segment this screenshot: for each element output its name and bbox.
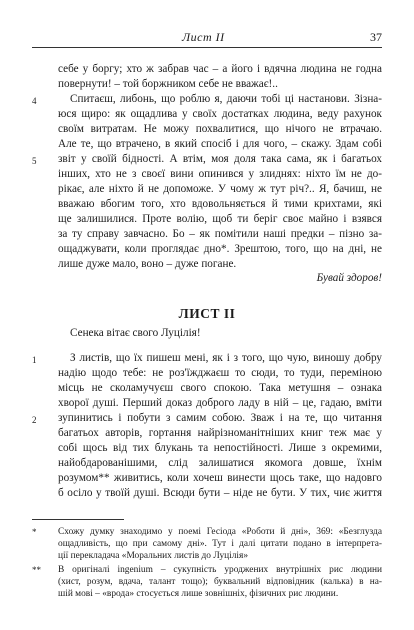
text-line: розумом** живитись, коли хочеш винести щось таке, що надовго bbox=[58, 472, 382, 484]
footnote-line: (хист, розум, вдача, талант тощо); буквальний відповідник (калька) в на- bbox=[58, 577, 382, 587]
margin-number: 5 bbox=[32, 156, 37, 166]
text-line: себе у боргу; хто ж забрав час – а його і вдячна людина не годна bbox=[58, 63, 382, 75]
footnote-line: ції перекладача «Моральних листів до Луцілія» bbox=[58, 551, 249, 561]
text-line: ще залишилися. Проте волію, щоб ти беріг своє майно і взявся bbox=[58, 213, 382, 225]
footnote-line: В оригіналі ingenium – сукупність уроджених внутрішніх рис людини bbox=[58, 565, 382, 575]
text-line: собі щось від тих блукань та непостійності. Лише з окремими, bbox=[58, 442, 382, 454]
greeting: Сенека вітає свого Луцілія! bbox=[70, 327, 201, 339]
text-line: місць не сколамучуєш свого спокою. Така метушня – ознака bbox=[58, 382, 382, 394]
text-line: хворої душі. Перший доказ доброго ладу в ній – це, гадаю, вміти bbox=[58, 397, 382, 409]
running-title: Лист ІІ bbox=[182, 30, 225, 44]
margin-number: 1 bbox=[32, 355, 37, 365]
text-line: надію щодо тебе: не роз'їжджаєш то сюди, то туди, переміною bbox=[58, 367, 382, 379]
footnote-mark: ** bbox=[32, 565, 41, 575]
text-line: б осіло у твоїй душі. Всюди бути – ніде не бути. У тих, чиє життя bbox=[58, 487, 382, 499]
footnote-mark: * bbox=[32, 527, 37, 537]
footnote-rule bbox=[32, 519, 124, 520]
letter-title: ЛИСТ ІІ bbox=[178, 306, 236, 321]
text-line: З листів, що їх пишеш мені, як і з того, що чую, виношу добру bbox=[70, 352, 382, 364]
text-line: найобдарованішими, слід залишатися якомога довше, їхнім bbox=[58, 457, 382, 469]
footnote-line: шій мові – «врода» стосується лише зовнішніх, фізичних рис людини. bbox=[58, 589, 339, 599]
footnote-line: Схожу думку знаходимо у поемі Гесіода «Роботи й дні», 369: «Безглузда bbox=[58, 527, 382, 537]
text-line: вважаю вбогим того, хто вдовольняється й тими крихтами, які bbox=[58, 198, 382, 210]
margin-number: 4 bbox=[32, 96, 37, 106]
text-line: рікає, але ніхто й не допоможе. У чому ж тут річ?.. Я, бачиш, не bbox=[58, 183, 382, 195]
text-line: Спитаєш, либонь, що роблю я, даючи тобі ці настанови. Зізна- bbox=[70, 93, 382, 105]
text-line: лише дуже мало, воно – дуже погане. bbox=[58, 258, 237, 270]
text-line: інших, хто не з своєї вини опинився у злиднях: ніхто їм не до- bbox=[58, 168, 382, 180]
header-rule bbox=[32, 47, 382, 48]
text-line: багатьох авторів, гортання найрізноманітніших книг теж має у bbox=[58, 427, 382, 439]
text-line: юся щиро: як ощадлива у своїх достатках людина, веду рахунок bbox=[58, 108, 382, 120]
text-line: Але те, що втрачено, в який спосіб і для чого, – скажу. Здам собі bbox=[58, 138, 382, 150]
text-line: повернути! – той боржником себе не вважає!.. bbox=[58, 78, 278, 90]
signoff: Бувай здоров! bbox=[316, 272, 382, 284]
footnote-line: ощадливість, що при самому дні». Тут і далі цитати подано в інтерпрета- bbox=[58, 539, 382, 549]
text-line: за ту справу завчасно. Бо – як помітили наші предки – пізно за- bbox=[58, 228, 382, 240]
text-line: ощаджувати, коли проглядає дно*. Зрештою, того, що на дні, не bbox=[58, 243, 382, 255]
text-line: зупинитись і побути з самим собою. Зваж і на те, що читання bbox=[58, 412, 382, 424]
text-line: звіт у своїй бідності. А втім, моя доля така сама, як і багатьох bbox=[58, 153, 382, 165]
margin-number: 2 bbox=[32, 415, 37, 425]
page-number: 37 bbox=[370, 30, 382, 44]
text-line: своїм витратам. Не можу похвалитися, що нічого не втрачаю. bbox=[58, 123, 382, 135]
running-header bbox=[32, 30, 382, 44]
